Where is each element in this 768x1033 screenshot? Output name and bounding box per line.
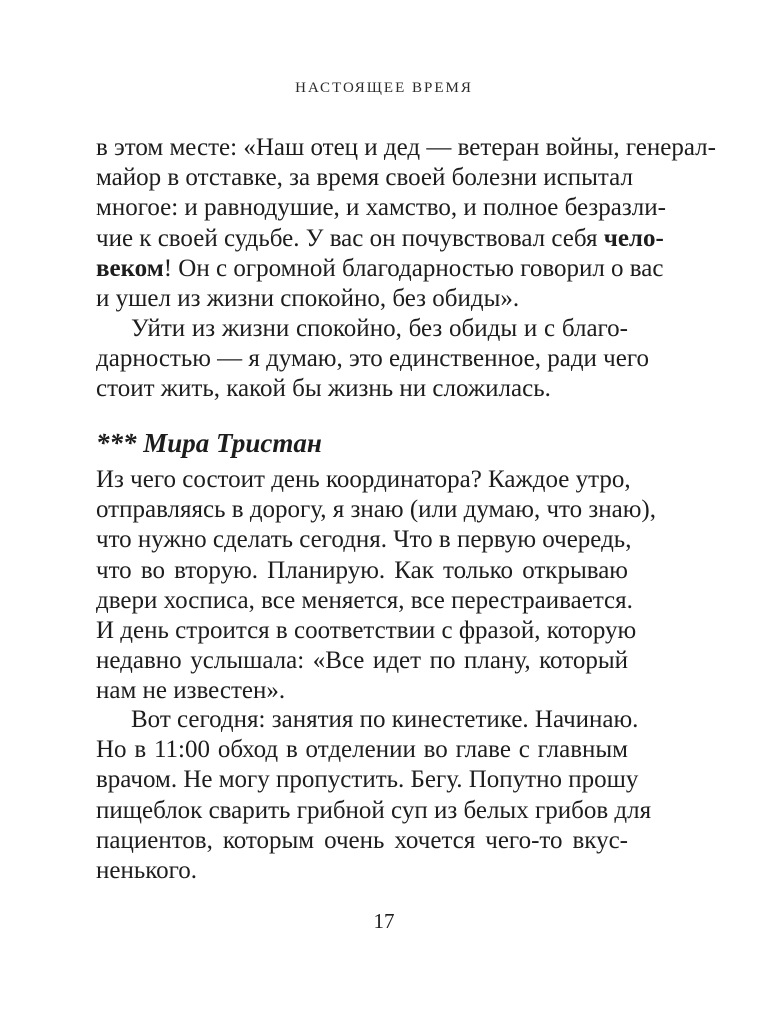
- text-line: Вот сегодня: занятия по кинестетике. Начинаю.: [131, 706, 639, 733]
- bold-word: веком: [96, 254, 164, 282]
- text-line: Уйти из жизни спокойно, без обиды и с благо-: [131, 315, 628, 342]
- paragraph-reflection: [96, 314, 649, 405]
- page-number: 17: [373, 909, 395, 933]
- text-line: в этом месте: «Наш отец и дед — ветеран войны, генерал-: [96, 134, 716, 161]
- text-line: что нужно сделать сегодня. Что в первую очередь,: [96, 526, 632, 554]
- text-line: двери хосписа, все меняется, все перестраивается.: [96, 586, 633, 614]
- text-line: стоит жить, какой бы жизнь ни сложилась.: [96, 375, 551, 403]
- text-line: и ушел из жизни спокойно, без обиды».: [96, 285, 520, 313]
- section-heading: *** Мира Тристан: [96, 428, 322, 458]
- text-line: Из чего состоит день координатора? Каждое утро,: [96, 466, 631, 493]
- text-line: ненького.: [96, 857, 198, 885]
- paragraph-quote-ending: [96, 133, 716, 314]
- paragraph-coordinator-day: [96, 465, 656, 707]
- text-fragment: чие к своей судьбе. У вас он почувствовал себя: [96, 224, 598, 252]
- text-line: пищеблок сварить грибной суп из белых грибов для: [96, 796, 652, 824]
- text-line: нам не известен».: [96, 677, 286, 705]
- bold-word: чело-: [603, 224, 664, 252]
- text-line: многое: и равнодушие, и хамство, и полное безразли-: [96, 194, 666, 222]
- text-line: Но в 11:00 обход в отделении во главе с главным: [96, 736, 628, 764]
- text-line: недавно услышала: «Все идет по плану, который: [96, 647, 628, 675]
- text-line: врачом. Не могу пропустить. Бегу. Попутно прошу: [96, 766, 639, 794]
- text-line: пациентов, которым очень хочется чего-то вкус-: [96, 826, 628, 854]
- paragraph-today: [96, 705, 652, 886]
- text-fragment: ! Он с огромной благодарностью говорил о вас: [163, 254, 664, 282]
- text-line: [96, 254, 664, 284]
- text-line: что во вторую. Планирую. Как только открываю: [96, 556, 628, 584]
- text-line: дарностью — я думаю, это единственное, ради чего: [96, 345, 649, 373]
- running-head: НАСТОЯЩЕЕ ВРЕМЯ: [295, 80, 473, 96]
- text-line: майор в отставке, за время своей болезни испытал: [96, 164, 633, 192]
- text-line: И день строится в соответствии с фразой, которую: [96, 617, 637, 645]
- text-line: отправляясь в дорогу, я знаю (или думаю, что знаю),: [96, 496, 656, 524]
- text-line: [96, 224, 664, 254]
